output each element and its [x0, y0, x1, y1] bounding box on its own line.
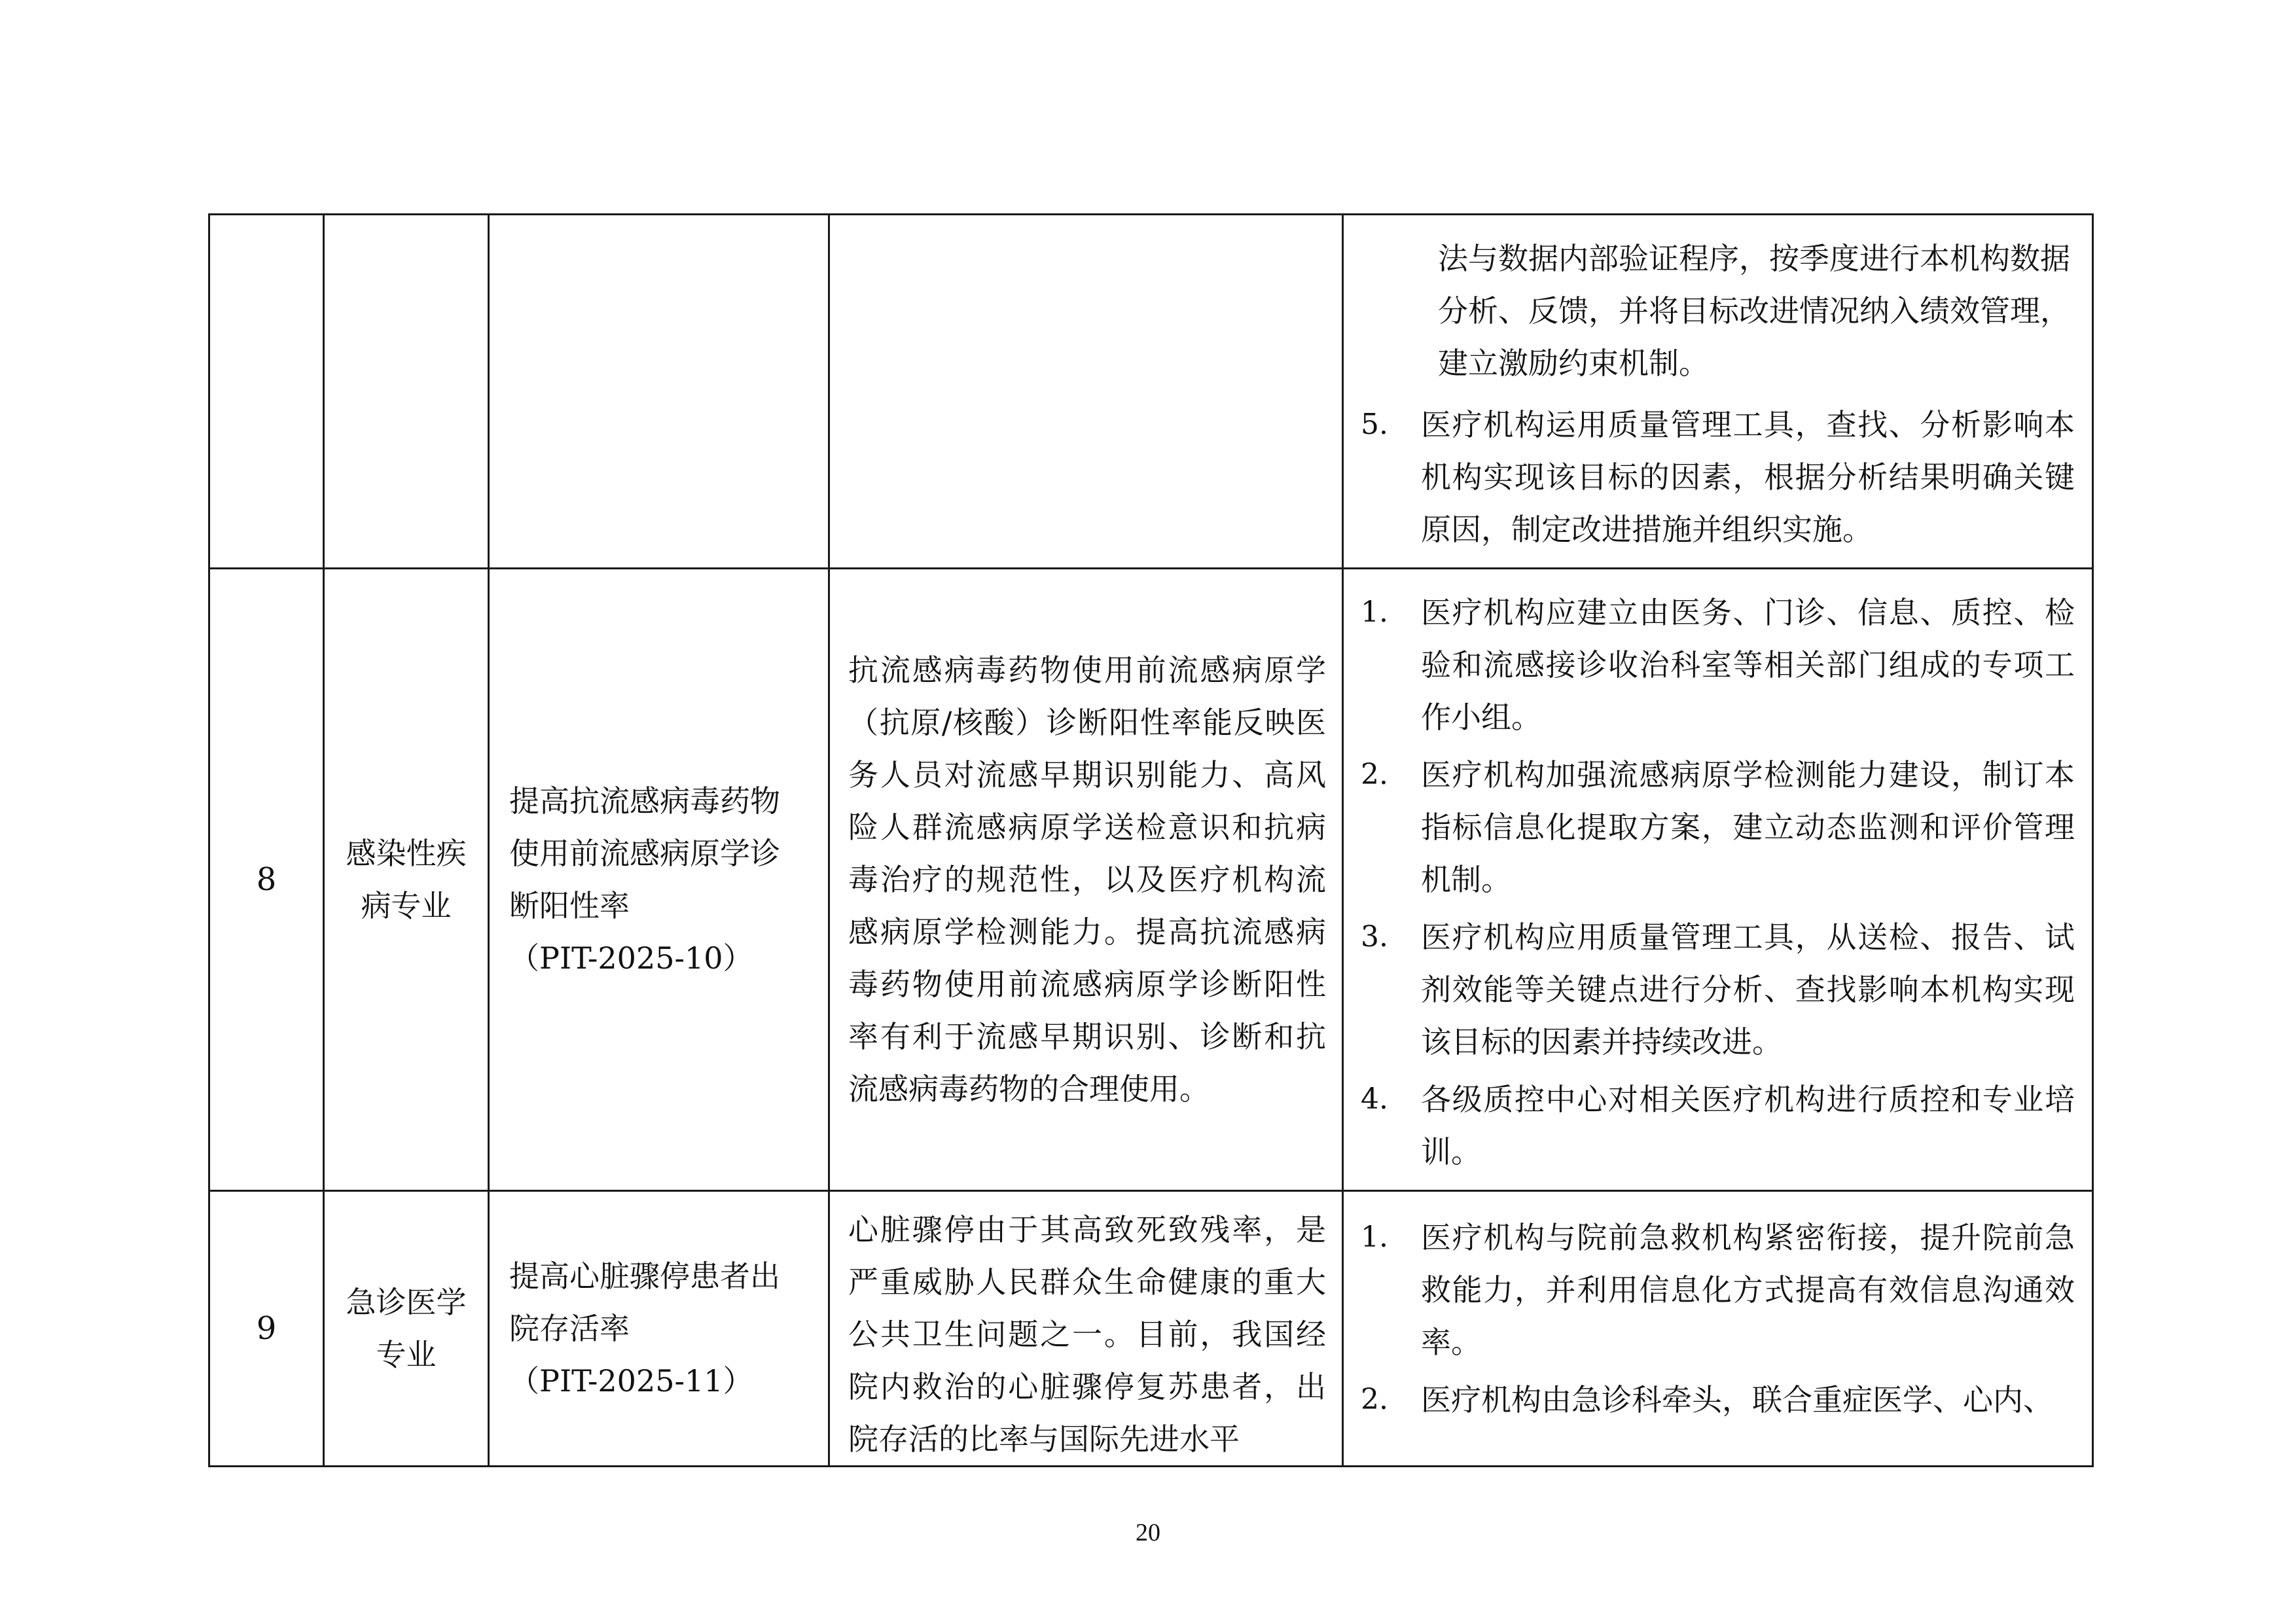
description-text: 抗流感病毒药物使用前流感病原学（抗原/核酸）诊断阳性率能反映医务人员对流感早期识别能力、高风险人群流感病原学送检意识和抗病毒治疗的规范性，以及医疗机构流感病原学检测能力。提高抗流感病毒药物使用前流感病原学诊断阳性率有利于流感早期识别、诊断和抗流感病毒药物的合理使用。	[848, 652, 1326, 1107]
measure-text: 医疗机构加强流感病原学检测能力建设，制订本指标信息化提取方案，建立动态监测和评价管理机制。	[1421, 757, 2075, 897]
measure-item	[1361, 399, 2075, 556]
goal-cell	[489, 1191, 829, 1467]
specialty-cell	[324, 215, 489, 569]
goal-cell	[489, 215, 829, 569]
measure-item	[1361, 586, 2075, 743]
measure-item	[1361, 1073, 2075, 1178]
continuation-text: 法与数据内部验证程序，按季度进行本机构数据分析、反馈，并将目标改进情况纳入绩效管理，建立激励约束机制。	[1438, 241, 2070, 381]
goal-title: 提高心脏骤停患者出院存活率	[509, 1258, 780, 1346]
description-cell	[829, 215, 1343, 569]
measure-number: 5.	[1361, 408, 1388, 441]
measure-number: 3.	[1361, 920, 1388, 954]
measure-item	[1361, 1211, 2075, 1368]
goal-cell	[489, 569, 829, 1191]
measures-cell	[1343, 1191, 2093, 1467]
measure-item	[1361, 749, 2075, 906]
row-number-cell	[209, 569, 324, 1191]
goal-code: （PIT-2025-11）	[509, 1363, 753, 1399]
specialty-text: 感染性疾病专业	[346, 836, 467, 923]
row-number-cell	[209, 215, 324, 569]
measure-text: 医疗机构由急诊科牵头，联合重症医学、心内、	[1421, 1382, 2053, 1418]
measure-number: 2.	[1361, 1383, 1388, 1416]
row-number: 9	[256, 1310, 277, 1347]
measure-number: 1.	[1361, 1221, 1388, 1254]
measure-item	[1361, 911, 2075, 1068]
goal-title: 提高抗流感病毒药物使用前流感病原学诊断阳性率	[509, 783, 780, 923]
description-text: 心脏骤停由于其高致死致残率，是严重威胁人民群众生命健康的重大公共卫生问题之一。目前，我国经院内救治的心脏骤停复苏患者，出院存活的比率与国际先进水平	[848, 1212, 1326, 1457]
table-row-9	[209, 1191, 2093, 1467]
measure-item	[1361, 1374, 2075, 1426]
measure-text: 各级质控中心对相关医疗机构进行质控和专业培训。	[1421, 1082, 2075, 1169]
measure-number: 2.	[1361, 758, 1388, 791]
measures-cell	[1343, 215, 2093, 569]
measures-table	[208, 213, 2094, 1467]
row-number: 8	[256, 861, 277, 898]
measures-cell	[1343, 569, 2093, 1191]
table-row-8	[209, 569, 2093, 1191]
row-number-cell	[209, 1191, 324, 1467]
measure-text: 医疗机构与院前急救机构紧密衔接，提升院前急救能力，并利用信息化方式提高有效信息沟通效率。	[1421, 1220, 2075, 1360]
goal-code: （PIT-2025-10）	[509, 940, 753, 976]
measure-number: 4.	[1361, 1082, 1388, 1116]
description-cell	[829, 569, 1343, 1191]
specialty-text: 急诊医学专业	[346, 1285, 467, 1372]
specialty-cell	[324, 569, 489, 1191]
measure-text: 医疗机构应建立由医务、门诊、信息、质控、检验和流感接诊收治科室等相关部门组成的专项工作小组。	[1421, 595, 2075, 735]
table-row-continuation	[209, 215, 2093, 569]
measure-text: 医疗机构应用质量管理工具，从送检、报告、试剂效能等关键点进行分析、查找影响本机构实现该目标的因素并持续改进。	[1421, 919, 2075, 1060]
description-cell	[829, 1191, 1343, 1467]
measure-number: 1.	[1361, 596, 1388, 629]
measure-text: 医疗机构运用质量管理工具，查找、分析影响本机构实现该目标的因素，根据分析结果明确关键原因，制定改进措施并组织实施。	[1421, 407, 2075, 547]
page-number: 20	[1136, 1519, 1160, 1546]
specialty-cell	[324, 1191, 489, 1467]
